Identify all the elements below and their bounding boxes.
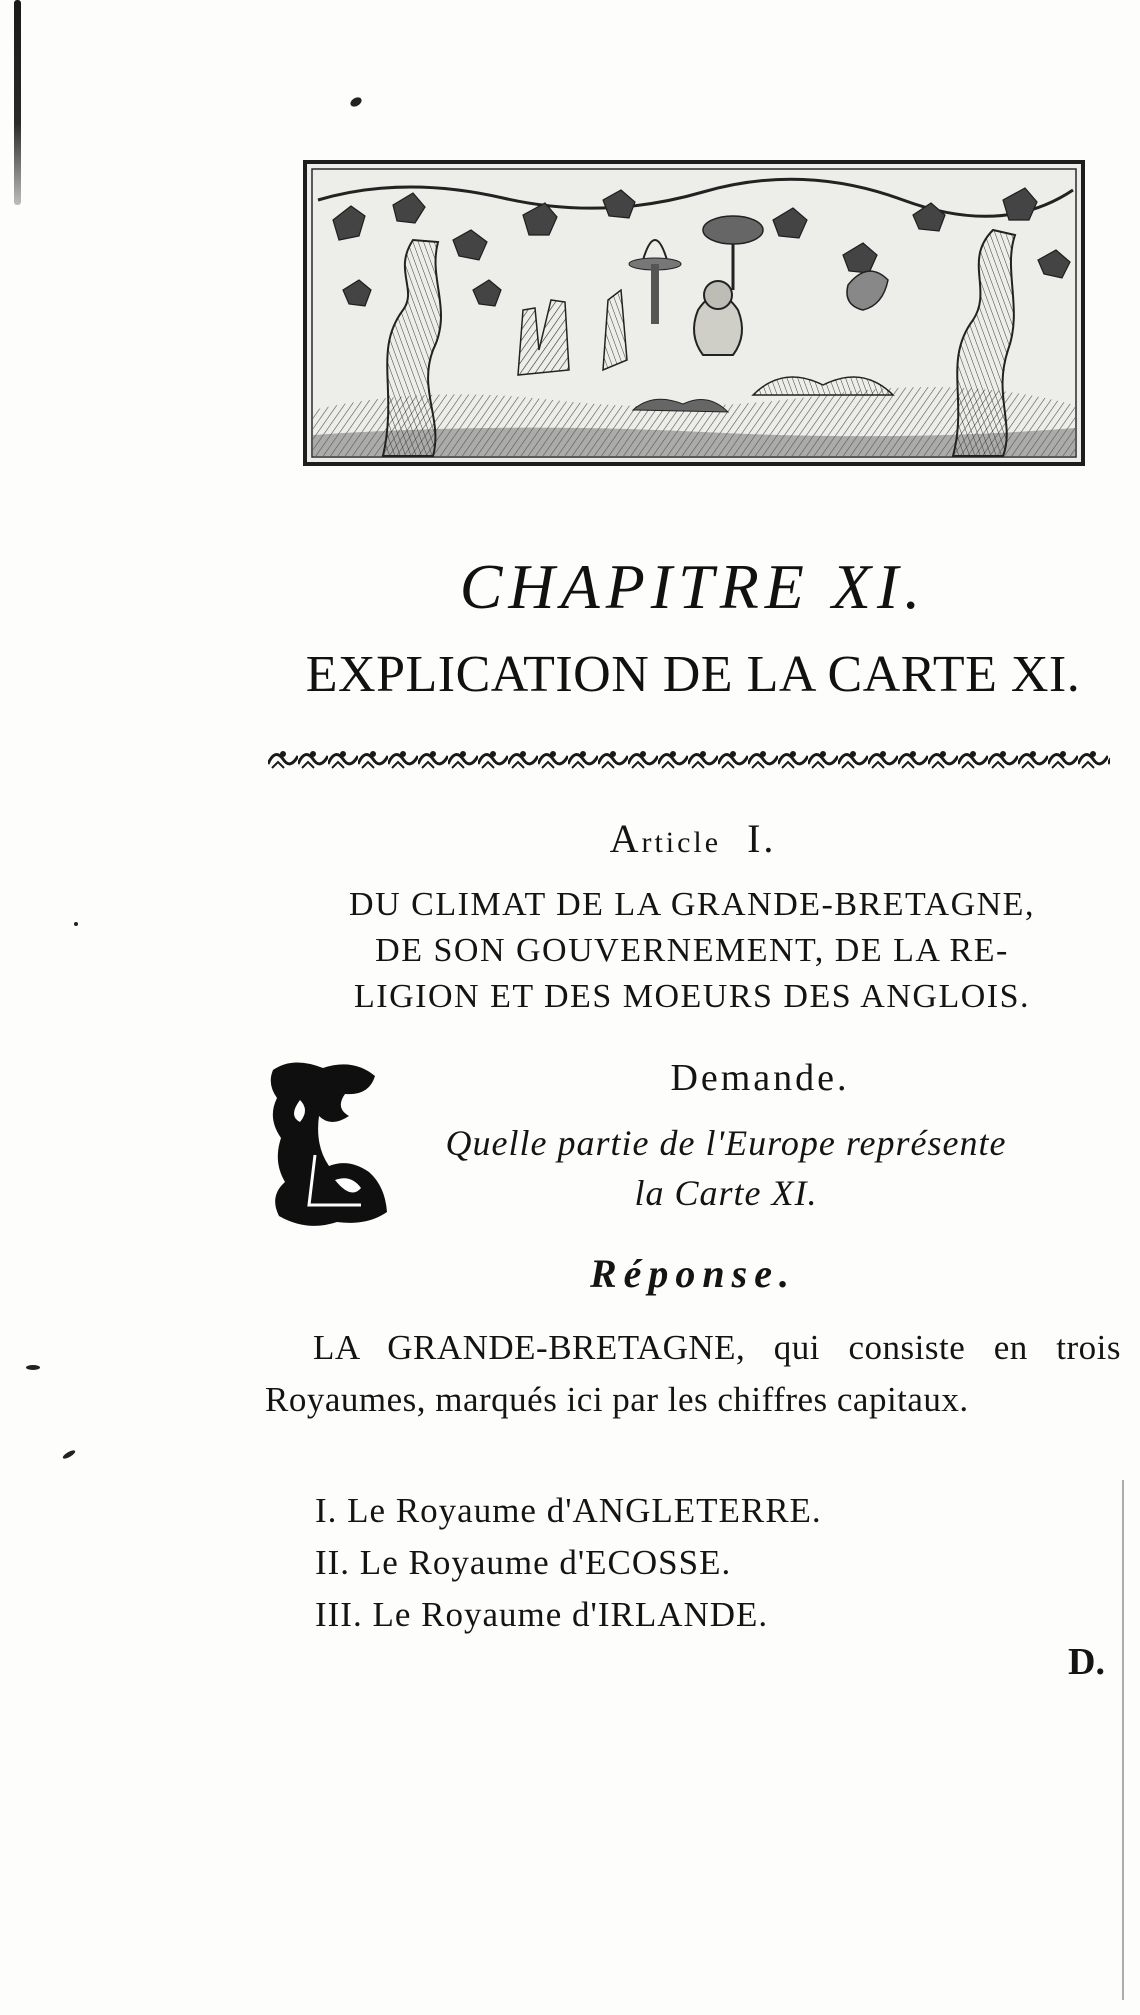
section-heading	[262, 882, 1122, 1020]
page-edge-line	[1122, 1480, 1124, 2000]
question-text	[330, 1118, 1122, 1218]
answer-paragraph	[265, 1322, 1121, 1426]
kingdom-list	[315, 1485, 822, 1641]
section-heading-line: LIGION ET DES MOEURS DES ANGLOIS.	[354, 978, 1030, 1015]
ink-speck	[62, 1449, 77, 1460]
article-initial: A	[609, 816, 642, 861]
ink-speck	[74, 922, 78, 926]
catchword: D.	[1068, 1641, 1105, 1683]
question-line: Quelle partie de l'Europe représente	[445, 1123, 1007, 1163]
kingdom-item: I. Le Royaume d'ANGLETERRE.	[315, 1491, 822, 1530]
question-line: la Carte XI.	[634, 1173, 818, 1213]
article-heading	[265, 815, 1121, 862]
chapter-title: CHAPITRE XI.	[459, 551, 927, 622]
ornamental-divider	[268, 746, 1110, 772]
binding-edge-mark	[14, 0, 21, 205]
answer-rest: en trois Royaumes, marqués ici par les chiffres capitaux.	[265, 1328, 1122, 1419]
article-word: rticle	[641, 826, 722, 859]
answer-label: Réponse.	[590, 1251, 796, 1296]
woodcut-headpiece-image	[303, 160, 1085, 466]
ink-speck	[349, 96, 363, 109]
question-label: Demande.	[670, 1057, 850, 1099]
answer-lead: LA GRANDE-BRETAGNE, qui consiste	[313, 1328, 966, 1367]
kingdom-item: II. Le Royaume d'ECOSSE.	[315, 1543, 732, 1582]
ink-speck	[26, 1365, 40, 1370]
chapter-subtitle: EXPLICATION DE LA CARTE XI.	[305, 646, 1081, 703]
article-numeral: I.	[747, 816, 777, 861]
section-heading-line: DU CLIMAT DE LA GRANDE-BRETAGNE,	[349, 886, 1035, 923]
section-heading-line: DE SON GOUVERNEMENT, DE LA RE-	[375, 932, 1009, 969]
kingdom-item: III. Le Royaume d'IRLANDE.	[315, 1595, 769, 1634]
